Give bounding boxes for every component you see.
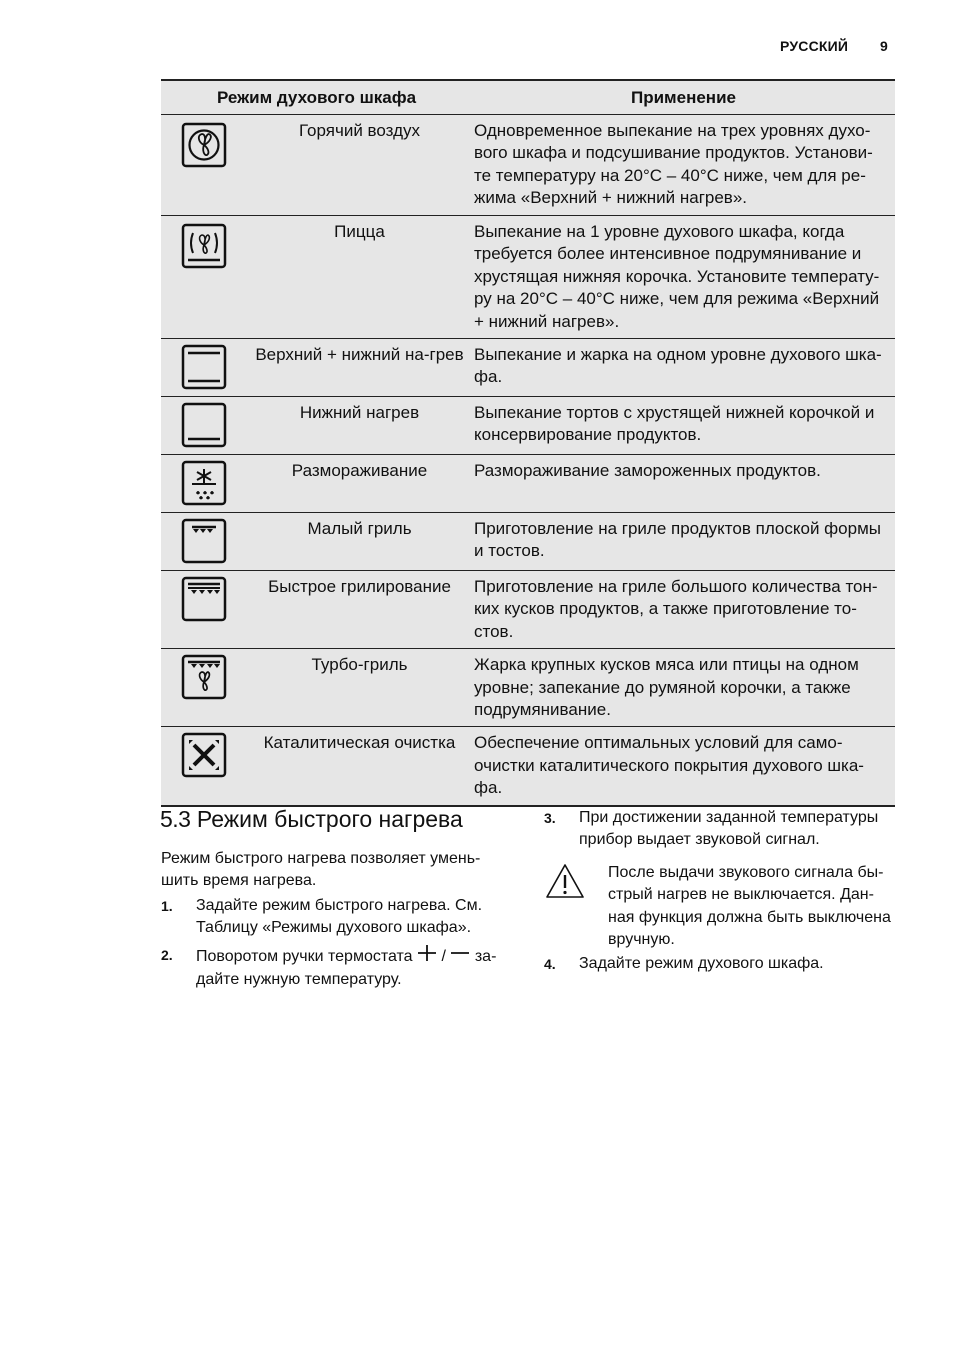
step-number: 4.: [544, 956, 556, 972]
catalytic-cleaning-icon: [181, 732, 227, 778]
minus-icon: [450, 944, 470, 969]
table-row: [161, 455, 895, 513]
mode-name: Турбо-гриль: [247, 649, 472, 727]
mode-name: Нижний нагрев: [247, 397, 472, 455]
step-text: Поворотом ручки термостата: [196, 947, 413, 965]
mode-name: Верхний + нижний на-грев: [247, 339, 472, 397]
turbo-grill-icon: [181, 654, 227, 700]
step-number: 3.: [544, 810, 556, 826]
table-row: [161, 649, 895, 727]
mode-name: Малый гриль: [247, 513, 472, 571]
step-text: за-дайте нужную температуру.: [196, 947, 497, 989]
full-grill-icon: [181, 576, 227, 622]
mode-description: Приготовление на гриле продуктов плоской формы и тостов.: [472, 513, 895, 571]
column-header-use: Применение: [472, 80, 895, 115]
list-item: [544, 807, 894, 853]
mode-description: Жарка крупных кусков мяса или птицы на одном уровне; запекание до румяной корочки, а также подрумянивание.: [472, 649, 895, 727]
mode-description: Выпекание на 1 уровне духового шкафа, когда требуется более интенсивное подрумянивание и хрустящая нижняя корочка. Установите температу-ру на 20°C – 40°C ниже, чем для режима «Верхний + нижний нагрев».: [472, 216, 895, 339]
mode-name: Каталитическая очистка: [247, 727, 472, 806]
table-row: [161, 115, 895, 216]
step-text: Задайте режим духового шкафа.: [579, 955, 824, 972]
table-row: [161, 216, 895, 339]
bottom-heat-icon: [181, 402, 227, 448]
mode-description: Одновременное выпекание на трех уровнях духо-вого шкафа и подсушивание продуктов. Установи-те температуру на 20°C – 40°C ниже, чем для ре-жима «Верхний + нижний нагрев».: [472, 115, 895, 216]
fan-icon: [181, 122, 227, 168]
page-header: [0, 38, 954, 58]
column-header-mode: Режим духового шкафа: [161, 80, 472, 115]
step-number: 2.: [161, 947, 173, 963]
defrost-icon: [181, 460, 227, 506]
page-number: 9: [880, 38, 888, 54]
step-text: Задайте режим быстрого нагрева. См. Таблицу «Режимы духового шкафа».: [196, 897, 483, 937]
mode-name: Размораживание: [247, 455, 472, 513]
mode-description: Выпекание тортов с хрустящей нижней корочкой и консервирование продуктов.: [472, 397, 895, 455]
mode-name: Быстрое грилирование: [247, 571, 472, 649]
step-number: 1.: [161, 898, 173, 914]
separator: /: [441, 947, 446, 965]
table-row: [161, 513, 895, 571]
mode-description: Обеспечение оптимальных условий для само-очистки каталитического покрытия духового шка-фа.: [472, 727, 895, 806]
section-number: 5.3: [160, 806, 191, 832]
section-title: Режим быстрого нагрева: [196, 806, 463, 832]
section-heading: [160, 806, 463, 833]
table-row: [161, 571, 895, 649]
list-item: [544, 953, 894, 977]
warning-icon: [544, 862, 586, 900]
oven-modes-table: [161, 79, 895, 807]
step-text: При достижении заданной температуры прибор выдает звуковой сигнал.: [579, 809, 879, 849]
mode-description: Выпекание и жарка на одном уровне духового шка-фа.: [472, 339, 895, 397]
pizza-fan-icon: [181, 223, 227, 269]
mode-description: Размораживание замороженных продуктов.: [472, 455, 895, 513]
section-intro: Режим быстрого нагрева позволяет умень-шить время нагрева.: [161, 850, 481, 890]
table-row: [161, 727, 895, 806]
top-bottom-heat-icon: [181, 344, 227, 390]
list-item: [161, 944, 506, 990]
mode-name: Пицца: [247, 216, 472, 339]
small-grill-icon: [181, 518, 227, 564]
list-item: [161, 895, 506, 941]
table-header-row: [161, 80, 895, 115]
language-label: РУССКИЙ: [780, 38, 849, 54]
mode-description: Приготовление на гриле большого количества тон-ких кусков продуктов, а также приготовление то-стов.: [472, 571, 895, 649]
mode-name: Горячий воздух: [247, 115, 472, 216]
table-row: [161, 339, 895, 397]
plus-icon: [417, 944, 437, 969]
table-row: [161, 397, 895, 455]
warning-text: После выдачи звукового сигнала бы-стрый нагрев не выключается. Дан-ная функция должна быть выключена вручную.: [608, 864, 891, 949]
